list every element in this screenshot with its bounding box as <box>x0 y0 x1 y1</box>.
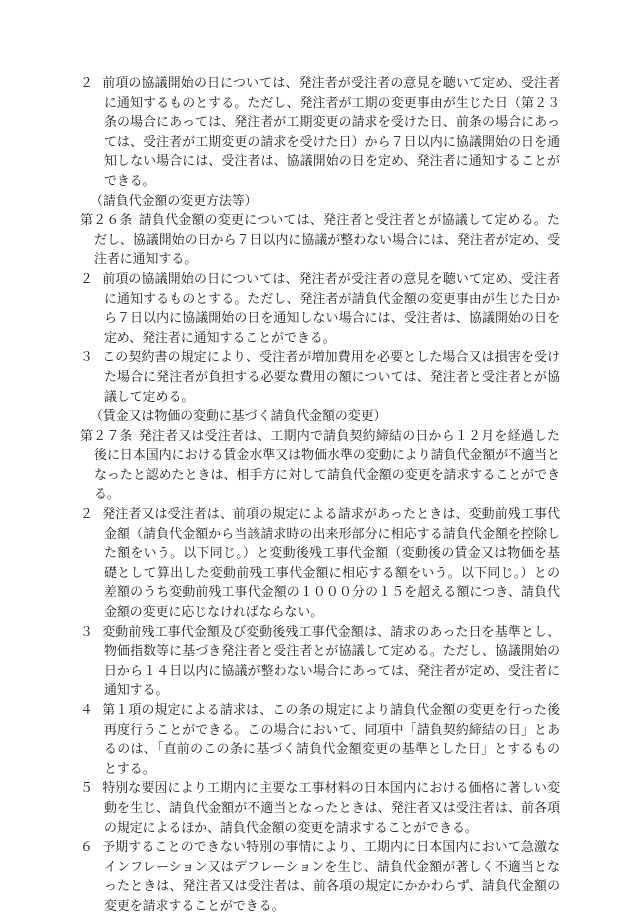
paragraph-number: ３ <box>80 350 93 366</box>
paragraph-27-5 <box>80 779 560 838</box>
paragraph-number: ２ <box>80 76 93 91</box>
paragraph-text: 前項の協議開始の日については、発注者が受注者の意見を聴いて定め、受注者に通知するものとする。ただし、発注者が請負代金額の変更事由が生じた日から７日以内に協議開始の日を通知しない場合には、受注者は、協議開始の日を定め、発注者に通知することができる。 <box>102 271 560 346</box>
article-caption-27: （賃金又は物価の変動に基づく請負代金額の変更） <box>90 409 387 425</box>
paragraph-text: この契約書の規定により、受注者が増加費用を必要とした場合又は損害を受けた場合に発注者が負担する必要な費用の額については、発注者と受注者とが協議して定める。 <box>102 350 560 405</box>
paragraph-text: 発注者又は受注者は、前項の規定による請求があったときは、変動前残工事代金額（請負代金額から当該請求時の出来形部分に相応する請負代金額を控除した額をいう。以下同じ。）と変動後残工事代金額（変動後の賃金又は物価を基礎として算出した変動前残工事代金額に相応する額をいう。以下同じ。）との差額のうち変動前残工事代金額の１０００分の１５を超える額につき、請負代金額の変更に応じなければならない。 <box>102 507 560 621</box>
paragraph-text: 特別な要因により工期内に主要な工事材料の日本国内における価格に著しい変動を生じ、請負代金額が不適当となったときは、発注者又は受注者は、前各項の規定によるほか、請負代金額の変更を請求することができる。 <box>102 781 560 836</box>
article-26 <box>80 211 560 270</box>
paragraph-27-2 <box>80 505 560 623</box>
paragraph-26-3 <box>80 348 560 407</box>
paragraph-number: ２ <box>80 271 93 287</box>
paragraph-text: 予期することのできない特別の事情により、工期内に日本国内において急激なインフレーション又はデフレーションを生じ、請負代金額が著しく不適当となったときは、発注者又は受注者は、前各項の規定にかかわらず、請負代金額の変更を請求することができる。 <box>102 840 560 914</box>
paragraph-26-2 <box>80 270 560 348</box>
article-text: 発注者又は受注者は、工期内で請負契約締結の日から１２月を経過した後に日本国内における賃金水準又は物価水準の変動により請負代金額が不適当となったと認めたときは、相手方に対して請負代金額の変更を請求することができる。 <box>94 428 561 503</box>
paragraph-number: ６ <box>80 840 93 856</box>
paragraph-text: 第１項の規定による請求は、この条の規定により請負代金額の変更を行った後再度行うことができる。この場合において、同項中「請負契約締結の日」とあるのは、「直前のこの条に基づく請負代金額変更の基準とした日」とするものとする。 <box>102 703 560 777</box>
paragraph-number: ４ <box>80 703 93 718</box>
article-number: 第２６条 <box>80 213 133 229</box>
paragraph-25-2 <box>80 74 560 192</box>
paragraph-text: 変動前残工事代金額及び変動後残工事代金額は、請求のあった日を基準とし、物価指数等に基づき発注者と受注者とが協議して定める。ただし、協議開始の日から１４日以内に協議が整わない場合にあっては、発注者が定め、受注者に通知する。 <box>102 624 560 699</box>
article-number: 第２７条 <box>80 428 133 444</box>
paragraph-text: 前項の協議開始の日については、発注者が受注者の意見を聴いて定め、受注者に通知するものとする。ただし、発注者が工期の変更事由が生じた日（第２３条の場合にあっては、発注者が工期変更の請求を受けた日、前条の場合にあっては、受注者が工期変更の請求を受けた日）から７日以内に協議開始の日を通知しない場合には、受注者は、協議開始の日を定め、発注者に通知することができる。 <box>102 76 560 189</box>
article-text: 請負代金額の変更については、発注者と受注者とが協議して定める。ただし、協議開始の日から７日以内に協議が整わない場合には、発注者が定め、受注者に通知する。 <box>94 213 560 268</box>
paragraph-number: ５ <box>80 781 93 797</box>
paragraph-number: ２ <box>80 507 93 523</box>
document-page <box>80 74 560 917</box>
paragraph-number: ３ <box>80 624 93 640</box>
article-caption-26: （請負代金額の変更方法等） <box>90 193 258 209</box>
paragraph-27-3 <box>80 623 560 701</box>
article-27 <box>80 427 560 505</box>
paragraph-27-4 <box>80 701 560 779</box>
paragraph-27-6 <box>80 838 560 916</box>
